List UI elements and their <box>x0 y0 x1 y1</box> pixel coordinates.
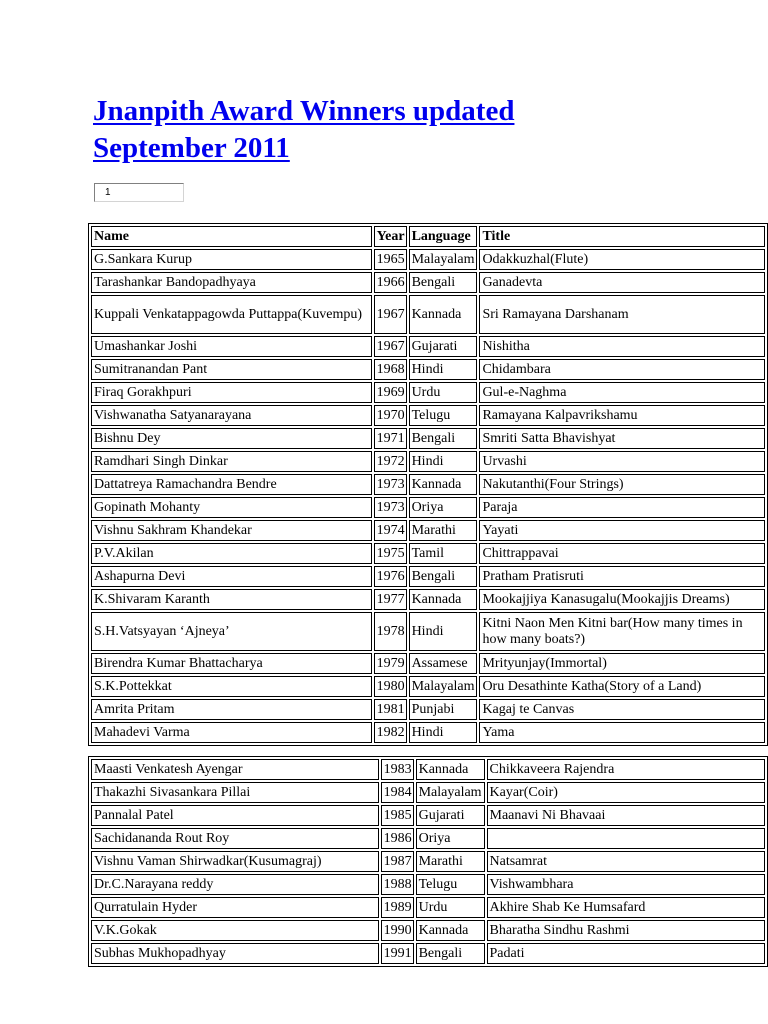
table-row <box>91 851 765 872</box>
table-row <box>91 428 765 449</box>
cell-title: Smriti Satta Bhavishyat <box>479 428 765 449</box>
cell-year: 1978 <box>374 612 407 651</box>
table-row <box>91 295 765 334</box>
cell-year: 1984 <box>381 782 414 803</box>
cell-year: 1973 <box>374 474 407 495</box>
cell-language: Oriya <box>416 828 485 849</box>
table-row <box>91 272 765 293</box>
cell-language: Oriya <box>409 497 478 518</box>
cell-title <box>487 828 766 849</box>
cell-language: Punjabi <box>409 699 478 720</box>
header-language: Language <box>409 226 478 247</box>
cell-title: Chittrappavai <box>479 543 765 564</box>
cell-name: Firaq Gorakhpuri <box>91 382 372 403</box>
cell-language: Telugu <box>409 405 478 426</box>
page-title-line-2[interactable]: September 2011 <box>93 132 290 164</box>
cell-language: Kannada <box>409 589 478 610</box>
table-row <box>91 759 765 780</box>
table-row <box>91 874 765 895</box>
cell-name: Dr.C.Narayana reddy <box>91 874 379 895</box>
table-row <box>91 520 765 541</box>
cell-title: Ramayana Kalpavrikshamu <box>479 405 765 426</box>
cell-name: Vishnu Sakhram Khandekar <box>91 520 372 541</box>
cell-name: V.K.Gokak <box>91 920 379 941</box>
cell-year: 1985 <box>381 805 414 826</box>
cell-title: Kitni Naon Men Kitni bar(How many times in how many boats?) <box>479 612 765 651</box>
cell-language: Malayalam <box>409 249 478 270</box>
table-row <box>91 805 765 826</box>
cell-language: Malayalam <box>416 782 485 803</box>
cell-language: Hindi <box>409 451 478 472</box>
cell-title: Kagaj te Canvas <box>479 699 765 720</box>
cell-title: Vishwambhara <box>487 874 766 895</box>
table-row <box>91 451 765 472</box>
cell-language: Kannada <box>409 474 478 495</box>
table-row <box>91 249 765 270</box>
table-row <box>91 943 765 964</box>
cell-title: Nakutanthi(Four Strings) <box>479 474 765 495</box>
table-row <box>91 676 765 697</box>
cell-year: 1986 <box>381 828 414 849</box>
cell-title: Padati <box>487 943 766 964</box>
cell-name: Pannalal Patel <box>91 805 379 826</box>
cell-title: Pratham Pratisruti <box>479 566 765 587</box>
header-name: Name <box>91 226 372 247</box>
cell-title: Natsamrat <box>487 851 766 872</box>
cell-title: Chikkaveera Rajendra <box>487 759 766 780</box>
table-row <box>91 897 765 918</box>
table-row <box>91 566 765 587</box>
table-row <box>91 920 765 941</box>
header-year: Year <box>374 226 407 247</box>
cell-title: Nishitha <box>479 336 765 357</box>
cell-language: Hindi <box>409 359 478 380</box>
cell-language: Kannada <box>416 920 485 941</box>
cell-language: Hindi <box>409 722 478 743</box>
cell-name: Dattatreya Ramachandra Bendre <box>91 474 372 495</box>
table-row <box>91 699 765 720</box>
cell-year: 1988 <box>381 874 414 895</box>
table-row <box>91 722 765 743</box>
winners-table-part-2 <box>88 756 768 967</box>
cell-name: S.H.Vatsyayan ‘Ajneya’ <box>91 612 372 651</box>
table-row <box>91 497 765 518</box>
cell-name: Tarashankar Bandopadhyaya <box>91 272 372 293</box>
cell-year: 1970 <box>374 405 407 426</box>
cell-year: 1977 <box>374 589 407 610</box>
cell-title: Ganadevta <box>479 272 765 293</box>
table-row <box>91 382 765 403</box>
table-row <box>91 782 765 803</box>
cell-year: 1982 <box>374 722 407 743</box>
cell-year: 1990 <box>381 920 414 941</box>
table-row <box>91 612 765 651</box>
cell-name: Thakazhi Sivasankara Pillai <box>91 782 379 803</box>
winners-table-body-2 <box>91 759 765 964</box>
cell-year: 1987 <box>381 851 414 872</box>
table-row <box>91 589 765 610</box>
cell-year: 1991 <box>381 943 414 964</box>
cell-title: Paraja <box>479 497 765 518</box>
cell-title: Sri Ramayana Darshanam <box>479 295 765 334</box>
cell-language: Marathi <box>416 851 485 872</box>
table-header-row <box>91 226 765 247</box>
cell-title: Chidambara <box>479 359 765 380</box>
cell-year: 1979 <box>374 653 407 674</box>
cell-language: Bengali <box>409 272 478 293</box>
cell-language: Urdu <box>409 382 478 403</box>
cell-name: Gopinath Mohanty <box>91 497 372 518</box>
table-row <box>91 543 765 564</box>
cell-name: Ashapurna Devi <box>91 566 372 587</box>
cell-year: 1965 <box>374 249 407 270</box>
table-row <box>91 405 765 426</box>
cell-language: Urdu <box>416 897 485 918</box>
winners-table-part-1 <box>88 223 768 746</box>
cell-year: 1980 <box>374 676 407 697</box>
cell-year: 1972 <box>374 451 407 472</box>
cell-title: Mrityunjay(Immortal) <box>479 653 765 674</box>
cell-language: Kannada <box>409 295 478 334</box>
cell-year: 1973 <box>374 497 407 518</box>
cell-name: Maasti Venkatesh Ayengar <box>91 759 379 780</box>
cell-year: 1966 <box>374 272 407 293</box>
cell-year: 1967 <box>374 295 407 334</box>
cell-year: 1974 <box>374 520 407 541</box>
cell-name: Subhas Mukhopadhyay <box>91 943 379 964</box>
cell-year: 1969 <box>374 382 407 403</box>
cell-name: K.Shivaram Karanth <box>91 589 372 610</box>
cell-title: Kayar(Coir) <box>487 782 766 803</box>
cell-name: S.K.Pottekkat <box>91 676 372 697</box>
cell-language: Malayalam <box>409 676 478 697</box>
table-row <box>91 653 765 674</box>
cell-name: Amrita Pritam <box>91 699 372 720</box>
cell-year: 1989 <box>381 897 414 918</box>
cell-name: Mahadevi Varma <box>91 722 372 743</box>
cell-year: 1967 <box>374 336 407 357</box>
cell-language: Bengali <box>409 428 478 449</box>
table-row <box>91 474 765 495</box>
cell-title: Yayati <box>479 520 765 541</box>
cell-language: Tamil <box>409 543 478 564</box>
cell-language: Assamese <box>409 653 478 674</box>
cell-name: P.V.Akilan <box>91 543 372 564</box>
cell-title: Akhire Shab Ke Humsafard <box>487 897 766 918</box>
header-title: Title <box>479 226 765 247</box>
cell-name: Sumitranandan Pant <box>91 359 372 380</box>
cell-name: Qurratulain Hyder <box>91 897 379 918</box>
cell-name: Vishwanatha Satyanarayana <box>91 405 372 426</box>
cell-year: 1976 <box>374 566 407 587</box>
cell-title: Yama <box>479 722 765 743</box>
table-row <box>91 336 765 357</box>
cell-name: Ramdhari Singh Dinkar <box>91 451 372 472</box>
cell-name: G.Sankara Kurup <box>91 249 372 270</box>
cell-name: Umashankar Joshi <box>91 336 372 357</box>
cell-year: 1968 <box>374 359 407 380</box>
cell-year: 1981 <box>374 699 407 720</box>
cell-title: Urvashi <box>479 451 765 472</box>
cell-language: Bengali <box>416 943 485 964</box>
winners-table-body-1 <box>91 226 765 743</box>
cell-name: Kuppali Venkatappagowda Puttappa(Kuvempu) <box>91 295 372 334</box>
page-title[interactable] <box>93 93 514 167</box>
cell-title: Gul-e-Naghma <box>479 382 765 403</box>
cell-language: Gujarati <box>409 336 478 357</box>
cell-title: Odakkuzhal(Flute) <box>479 249 765 270</box>
cell-year: 1971 <box>374 428 407 449</box>
cell-language: Bengali <box>409 566 478 587</box>
cell-language: Telugu <box>416 874 485 895</box>
cell-name: Birendra Kumar Bhattacharya <box>91 653 372 674</box>
cell-title: Bharatha Sindhu Rashmi <box>487 920 766 941</box>
cell-language: Marathi <box>409 520 478 541</box>
cell-title: Mookajjiya Kanasugalu(Mookajjis Dreams) <box>479 589 765 610</box>
cell-title: Oru Desathinte Katha(Story of a Land) <box>479 676 765 697</box>
cell-name: Vishnu Vaman Shirwadkar(Kusumagraj) <box>91 851 379 872</box>
page-title-line-1[interactable]: Jnanpith Award Winners updated <box>93 95 515 127</box>
cell-year: 1975 <box>374 543 407 564</box>
cell-title: Maanavi Ni Bhavaai <box>487 805 766 826</box>
cell-name: Sachidananda Rout Roy <box>91 828 379 849</box>
cell-language: Hindi <box>409 612 478 651</box>
table-row <box>91 828 765 849</box>
cell-language: Gujarati <box>416 805 485 826</box>
cell-name: Bishnu Dey <box>91 428 372 449</box>
page-number-input[interactable] <box>94 183 184 202</box>
cell-year: 1983 <box>381 759 414 780</box>
table-row <box>91 359 765 380</box>
cell-language: Kannada <box>416 759 485 780</box>
